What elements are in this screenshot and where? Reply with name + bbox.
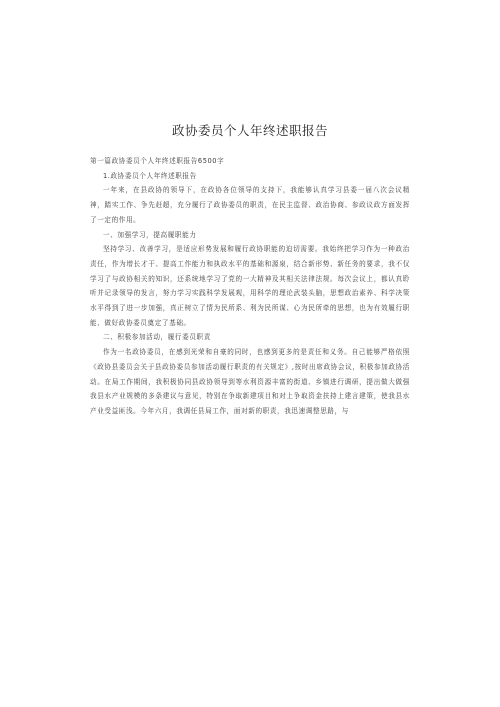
paragraph: 作为一名政协委员，在感到光荣和自豪的同时，也感到更多的是责任和义务。自己能够严格依照《政协县委员会关于县政协委员参加活动履行职责的有关规定》,按时出席政协会议，积极参加政协活动。在局工作期间，我积极协同县政协领导到等水利资源丰富的街道、乡镇进行调研，提出做大做强我县水产业规模的多条建议与意见，特别在争取新建项目和对上争取资金扶持上建言建策，使我县水产业受益匪浅。今年六月，我调任县局工作，面对新的职责，我迅速调整思路，与 xyxy=(90,348,410,415)
paragraph: 坚持学习、改善学习，是适应形势发展和履行政协职能的迫切需要。我始终把学习作为一种政治责任，作为增长才干、提高工作能力和执政水平的基础和源泉，结合新形势、新任务的要求，我不仅学习了与政协相关的知识，还系统地学习了党的一大精神及其相关法律法规。每次会议上，都认真聆听并记录领导的发言，努力学习实践科学发展观，用科学的理论武装头脑，思想政治素养、科学决策水平得到了进一步加强，真正树立了情为民所系、利为民所谋、心为民所牵的思想，也为有效履行职能、做好政协委员奠定了基础。 xyxy=(90,245,410,327)
paragraph: 一、加强学习，提高履职能力 xyxy=(103,230,197,239)
paragraph: 1.政协委员个人年终述职报告 xyxy=(103,171,197,180)
paragraph: 一年来，在县政协的领导下，在政协各位领导的支持下，我能够认真学习县委一届八次会议精神，踏实工作、争先赶超，充分履行了政协委员的职责，在民主监督、政治协商、参政议政方面发挥了一定的作用。 xyxy=(90,186,410,224)
paragraph: 二、积极参加活动，履行委员职责 xyxy=(103,333,211,342)
paragraph: 第一篇政协委员个人年终述职报告6500字 xyxy=(90,157,225,165)
document-body xyxy=(90,154,410,419)
page-title: 政协委员个人年终述职报告 xyxy=(171,123,328,138)
